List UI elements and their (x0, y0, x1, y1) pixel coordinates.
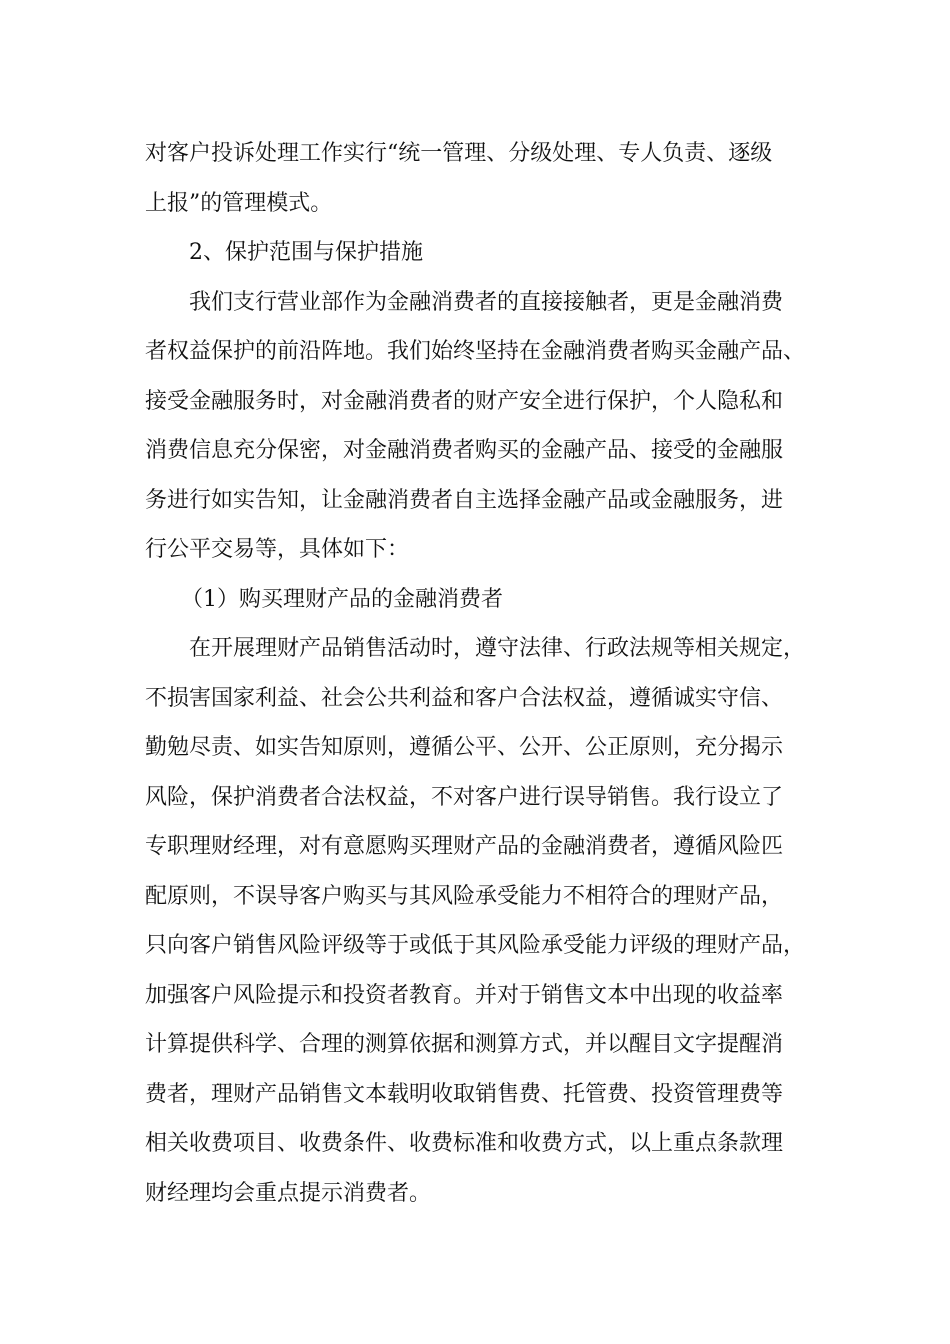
paragraph-start-line: 在开展理财产品销售活动时，遵守法律、行政法规等相关规定， (189, 636, 806, 661)
text-line: 财经理均会重点提示消费者。 (145, 1180, 432, 1206)
text-line: 对客户投诉处理工作实行“统一管理、分级处理、专人负责、逐级 (145, 141, 773, 166)
text-line: 专职理财经理，对有意愿购买理财产品的金融消费者，遵循风险匹 (145, 834, 784, 859)
text-line: 计算提供科学、合理的测算依据和测算方式，并以醒目文字提醒消 (145, 1032, 784, 1057)
text-line: 接受金融服务时，对金融消费者的财产安全进行保护，个人隐私和 (145, 388, 784, 414)
text-line: 风险，保护消费者合法权益，不对客户进行误导销售。我行设立了 (145, 784, 784, 810)
subsection-heading: （1）购买理财产品的金融消费者 (181, 586, 503, 612)
body-text (145, 129, 845, 1218)
text-line: 者权益保护的前沿阵地。我们始终坚持在金融消费者购买金融产品、 (145, 339, 806, 364)
paragraph-start-line: 我们支行营业部作为金融消费者的直接接触者，更是金融消费 (189, 289, 784, 315)
text-line: 上报”的管理模式。 (145, 190, 333, 216)
text-line: 只向客户销售风险评级等于或低于其风险承受能力评级的理财产品， (145, 933, 806, 958)
text-line: 不损害国家利益、社会公共利益和客户合法权益，遵循诚实守信、 (145, 685, 784, 711)
section-heading: 2、保护范围与保护措施 (189, 240, 423, 265)
text-line: 行公平交易等，具体如下： (145, 537, 410, 562)
text-line: 消费信息充分保密，对金融消费者购买的金融产品、接受的金融服 (145, 438, 784, 463)
text-line: 务进行如实告知，让金融消费者自主选择金融产品或金融服务，进 (145, 487, 784, 513)
text-line: 费者，理财产品销售文本载明收取销售费、托管费、投资管理费等 (145, 1081, 784, 1107)
text-line: 相关收费项目、收费条件、收费标准和收费方式，以上重点条款理 (145, 1131, 784, 1156)
text-line: 配原则，不误导客户购买与其风险承受能力不相符合的理财产品， (145, 883, 784, 909)
text-line: 勤勉尽责、如实告知原则，遵循公平、公开、公正原则，充分揭示 (145, 735, 784, 760)
text-line: 加强客户风险提示和投资者教育。并对于销售文本中出现的收益率 (145, 982, 784, 1008)
